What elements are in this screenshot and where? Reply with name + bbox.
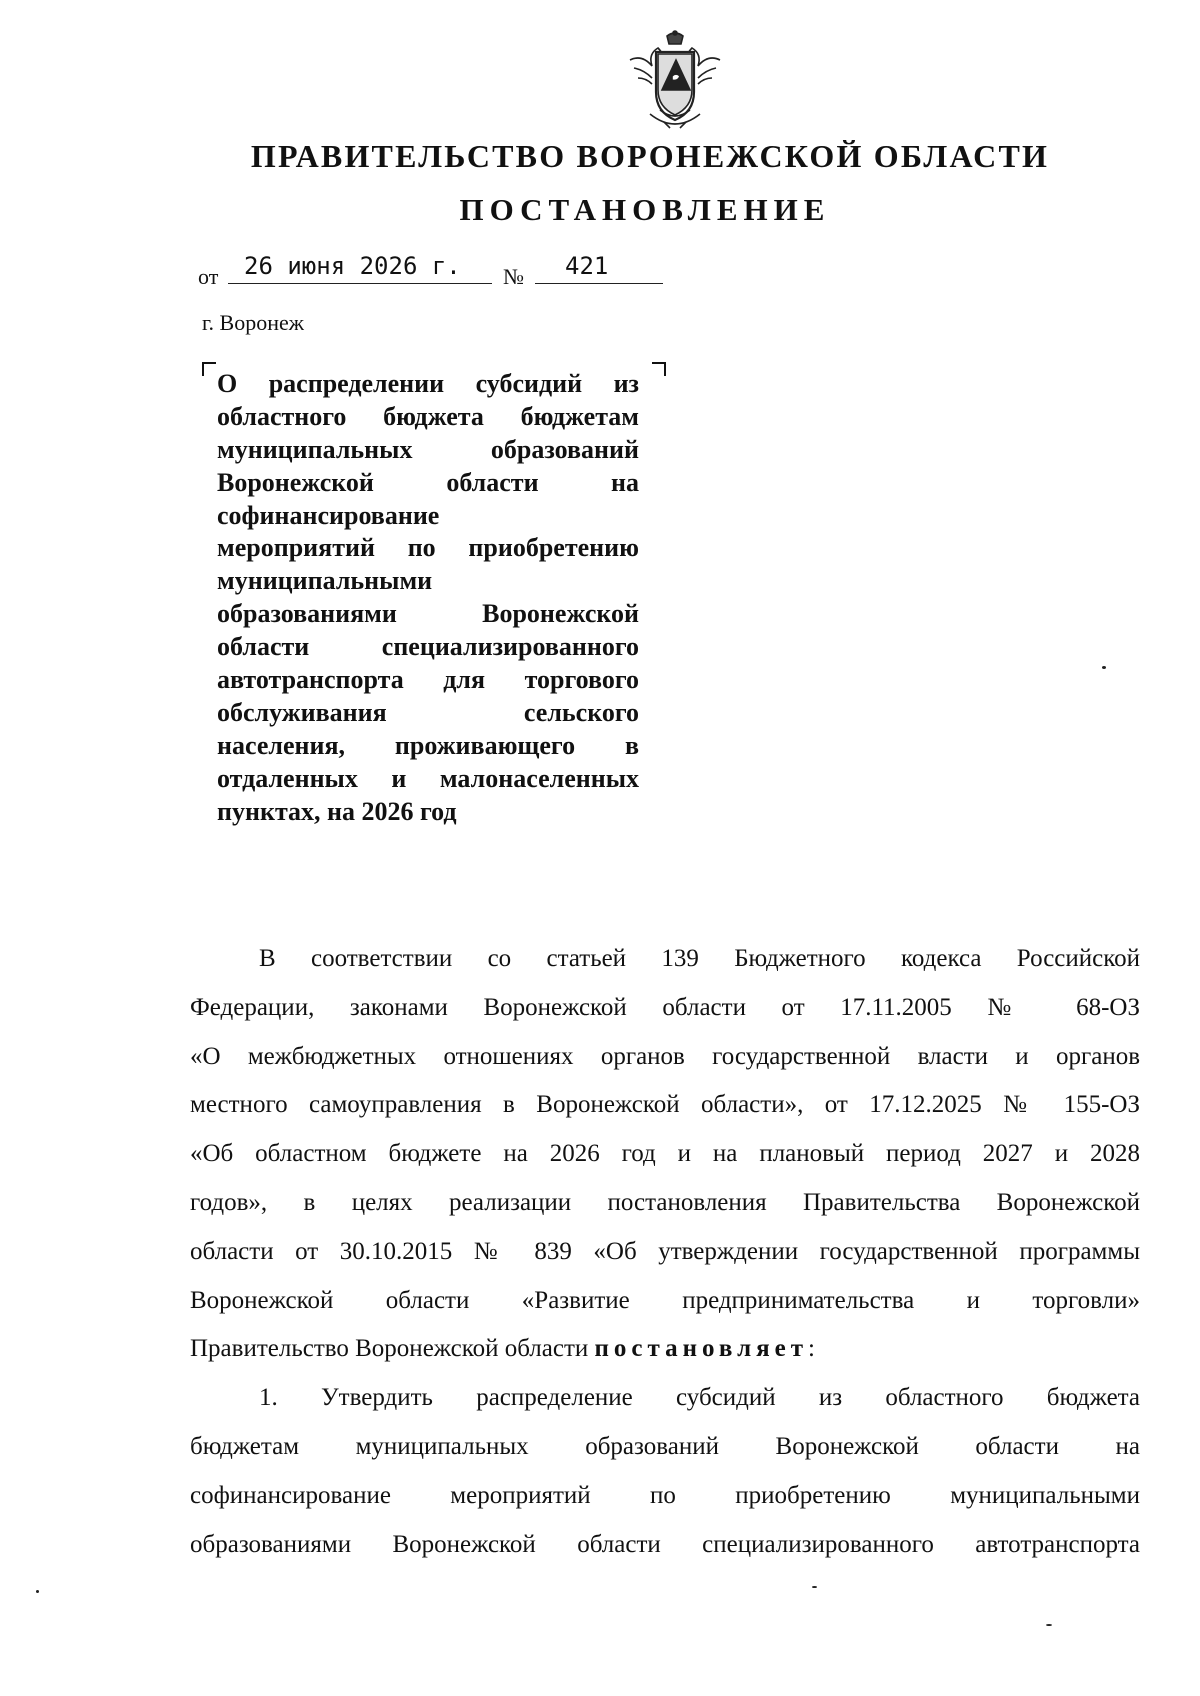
subject-line: образованиями Воронежской bbox=[217, 599, 639, 629]
resolution-tail: : bbox=[808, 1335, 815, 1363]
preamble-line: «Об областном бюджете на 2026 год и на плановый период 2027 и 2028 bbox=[190, 1140, 1140, 1168]
preamble-line: «О межбюджетных отношениях органов государственной власти и органов bbox=[190, 1042, 1140, 1070]
subject-line: областного бюджета бюджетам bbox=[217, 401, 639, 431]
item-line: бюджетам муниципальных образований Воронежской области на bbox=[190, 1432, 1140, 1460]
subject-corner-left bbox=[202, 362, 216, 376]
document-body bbox=[190, 935, 1140, 1569]
subject-corner-right bbox=[652, 362, 666, 376]
preamble-line: области от 30.10.2015 № 839 «Об утверждении государственной программы bbox=[190, 1237, 1140, 1265]
scan-speck bbox=[812, 1586, 817, 1588]
item-line: образованиями Воронежской области специализированного автотранспорта bbox=[190, 1530, 1140, 1558]
number-prefix: № bbox=[503, 264, 524, 289]
subject-line: мероприятий по приобретению bbox=[217, 533, 639, 563]
preamble-line: Федерации, законами Воронежской области от 17.11.2005 № 68-ОЗ bbox=[190, 993, 1140, 1021]
scan-speck bbox=[1046, 1624, 1052, 1626]
subject-line: муниципальными bbox=[217, 566, 433, 596]
coat-of-arms-icon bbox=[620, 30, 730, 130]
subject-line: О распределении субсидий из bbox=[217, 369, 639, 398]
document-subject bbox=[217, 368, 639, 828]
subject-line: пунктах, на 2026 год bbox=[217, 796, 457, 826]
document-type-heading: ПОСТАНОВЛЕНИЕ bbox=[459, 192, 831, 227]
subject-line: населения, проживающего в bbox=[217, 730, 639, 760]
item-line: софинансирование мероприятий по приобретению муниципальными bbox=[190, 1481, 1140, 1509]
subject-line: автотранспорта для торгового bbox=[217, 665, 639, 695]
scan-speck bbox=[1102, 666, 1106, 669]
preamble-line: местного самоуправления в Воронежской области», от 17.12.2025 № 155-ОЗ bbox=[190, 1091, 1140, 1119]
date-prefix: от bbox=[198, 264, 219, 289]
document-date: 26 июня 2026 г. bbox=[228, 252, 492, 284]
resolution-lead: Правительство Воронежской области bbox=[190, 1335, 595, 1363]
subject-line: отдаленных и малонаселенных bbox=[217, 763, 639, 793]
subject-line: софинансирование bbox=[217, 500, 440, 530]
subject-line: муниципальных образований bbox=[217, 434, 639, 464]
city-label: г. Воронеж bbox=[202, 310, 304, 335]
organization-title: ПРАВИТЕЛЬСТВО ВОРОНЕЖСКОЙ ОБЛАСТИ bbox=[250, 138, 1050, 174]
subject-line: обслуживания сельского bbox=[217, 697, 639, 727]
item-line: 1. Утвердить распределение субсидий из областного бюджета bbox=[259, 1384, 1140, 1412]
preamble-line: В соответствии со статьей 139 Бюджетного кодекса Российской bbox=[259, 945, 1140, 972]
subject-line: Воронежской области на bbox=[217, 467, 639, 497]
resolution-line bbox=[190, 1325, 1140, 1374]
scan-speck bbox=[36, 1590, 39, 1593]
resolution-keyword: постановляет bbox=[594, 1335, 808, 1363]
subject-line: области специализированного bbox=[217, 632, 639, 662]
preamble-line: годов», в целях реализации постановления Правительства Воронежской bbox=[190, 1188, 1140, 1216]
date-number-row bbox=[198, 252, 678, 292]
preamble-line: Воронежской области «Развитие предпринимательства и торговли» bbox=[190, 1286, 1140, 1314]
document-number: 421 bbox=[535, 252, 663, 284]
